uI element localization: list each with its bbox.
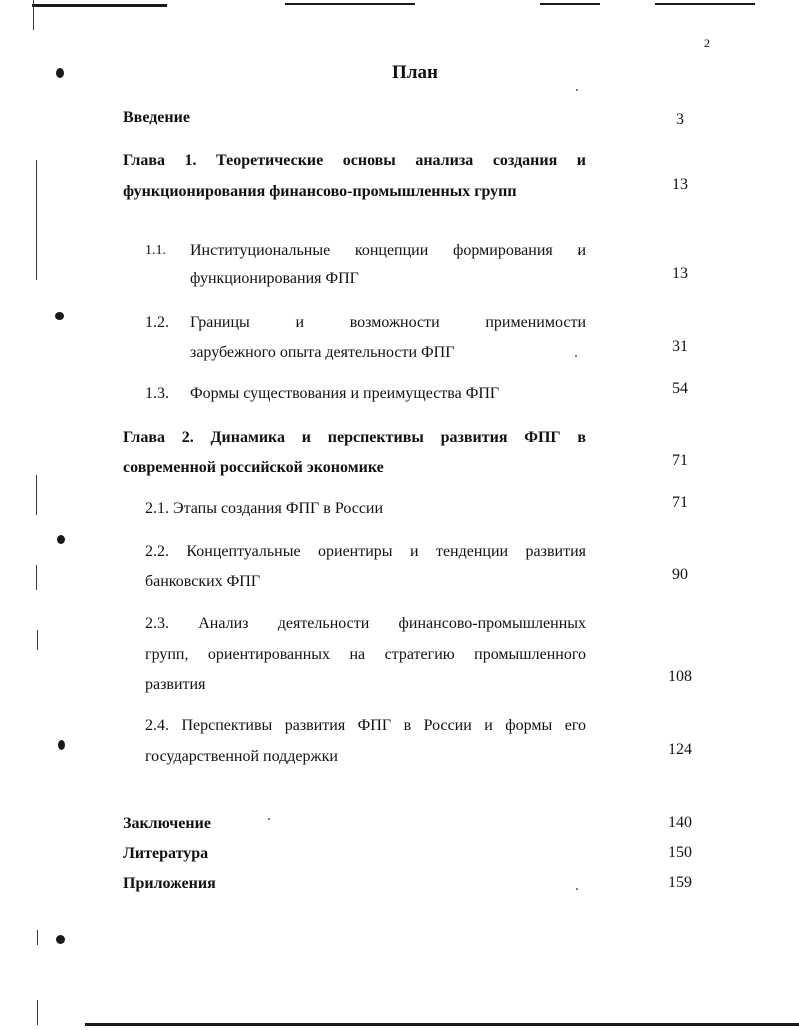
scan-left-edge <box>37 1000 38 1025</box>
toc-section-1-1-line1: Институциональные концепции формирования и <box>190 242 586 259</box>
toc-section-1-3-line1: Формы существования и преимущества ФПГ <box>190 385 500 402</box>
toc-intro-label: Введение <box>123 109 190 126</box>
toc-intro-page: 3 <box>676 111 684 128</box>
toc-section-2-1-page: 71 <box>672 494 688 511</box>
toc-chapter2-line2: современной российской экономике <box>123 459 384 476</box>
toc-chapter1-line1: Глава 1. Теоретические основы анализа создания и <box>123 152 586 169</box>
scan-top-edge <box>32 4 167 7</box>
scan-bottom-edge <box>85 1023 799 1026</box>
scan-left-edge <box>33 0 34 30</box>
toc-conclusion-label: Заключение <box>123 815 211 832</box>
toc-conclusion-page: 140 <box>668 814 692 831</box>
toc-section-2-4-line1: 2.4. Перспективы развития ФПГ в России и формы его <box>145 717 586 734</box>
scan-left-edge <box>37 930 38 945</box>
toc-section-2-2-line2: банковских ФПГ <box>145 573 261 590</box>
toc-section-2-3-line1: 2.3. Анализ деятельности финансово-промышленных <box>145 615 586 632</box>
scan-top-edge <box>285 3 415 5</box>
toc-section-2-3-page: 108 <box>668 668 692 685</box>
toc-section-1-2-line2: зарубежного опыта деятельности ФПГ <box>190 344 455 361</box>
toc-section-2-2-page: 90 <box>672 566 688 583</box>
toc-section-1-1-line2: функционирования ФПГ <box>190 270 359 287</box>
scan-speck <box>268 818 270 820</box>
toc-section-number: 1.3. <box>145 385 169 402</box>
scan-top-edge <box>540 3 600 5</box>
toc-literature-page: 150 <box>668 844 692 861</box>
binding-hole <box>58 740 65 750</box>
toc-chapter2-page: 71 <box>672 452 688 469</box>
toc-section-number: 1.1. <box>145 243 166 258</box>
scan-left-edge <box>36 475 37 515</box>
binding-hole <box>56 68 64 78</box>
toc-section-2-4-page: 124 <box>668 741 692 758</box>
toc-section-number: 1.2. <box>145 314 169 331</box>
binding-hole <box>55 312 64 320</box>
toc-section-1-3-page: 54 <box>672 380 688 397</box>
toc-section-2-3-line2: групп, ориентированных на стратегию промышленного <box>145 646 586 663</box>
toc-section-2-4-line2: государственной поддержки <box>145 748 338 765</box>
scan-top-edge <box>655 3 755 5</box>
page-title: План <box>392 62 438 83</box>
toc-section-2-3-line3: развития <box>145 676 206 693</box>
toc-chapter1-page: 13 <box>672 176 688 193</box>
toc-section-2-2-line1: 2.2. Концептуальные ориентиры и тенденции развития <box>145 543 586 560</box>
toc-section-1-1-page: 13 <box>672 265 688 282</box>
toc-chapter2-line1: Глава 2. Динамика и перспективы развития ФПГ в <box>123 429 586 446</box>
scan-left-edge <box>36 160 37 280</box>
scan-left-edge <box>37 630 38 650</box>
toc-appendices-page: 159 <box>668 874 692 891</box>
scan-speck <box>576 888 578 890</box>
toc-literature-label: Литература <box>123 845 209 862</box>
binding-hole <box>56 935 65 944</box>
scan-left-edge <box>36 565 37 590</box>
toc-section-1-2-page: 31 <box>672 338 688 355</box>
toc-appendices-label: Приложения <box>123 875 216 892</box>
binding-hole <box>57 535 65 544</box>
toc-section-2-1-line1: 2.1. Этапы создания ФПГ в России <box>145 500 384 517</box>
scan-speck <box>575 355 577 357</box>
toc-chapter1-line2: функционирования финансово-промышленных групп <box>123 183 517 200</box>
scan-speck <box>576 89 578 91</box>
page-number: 2 <box>704 36 710 50</box>
toc-section-1-2-line1: Границы и возможности применимости <box>190 314 586 331</box>
